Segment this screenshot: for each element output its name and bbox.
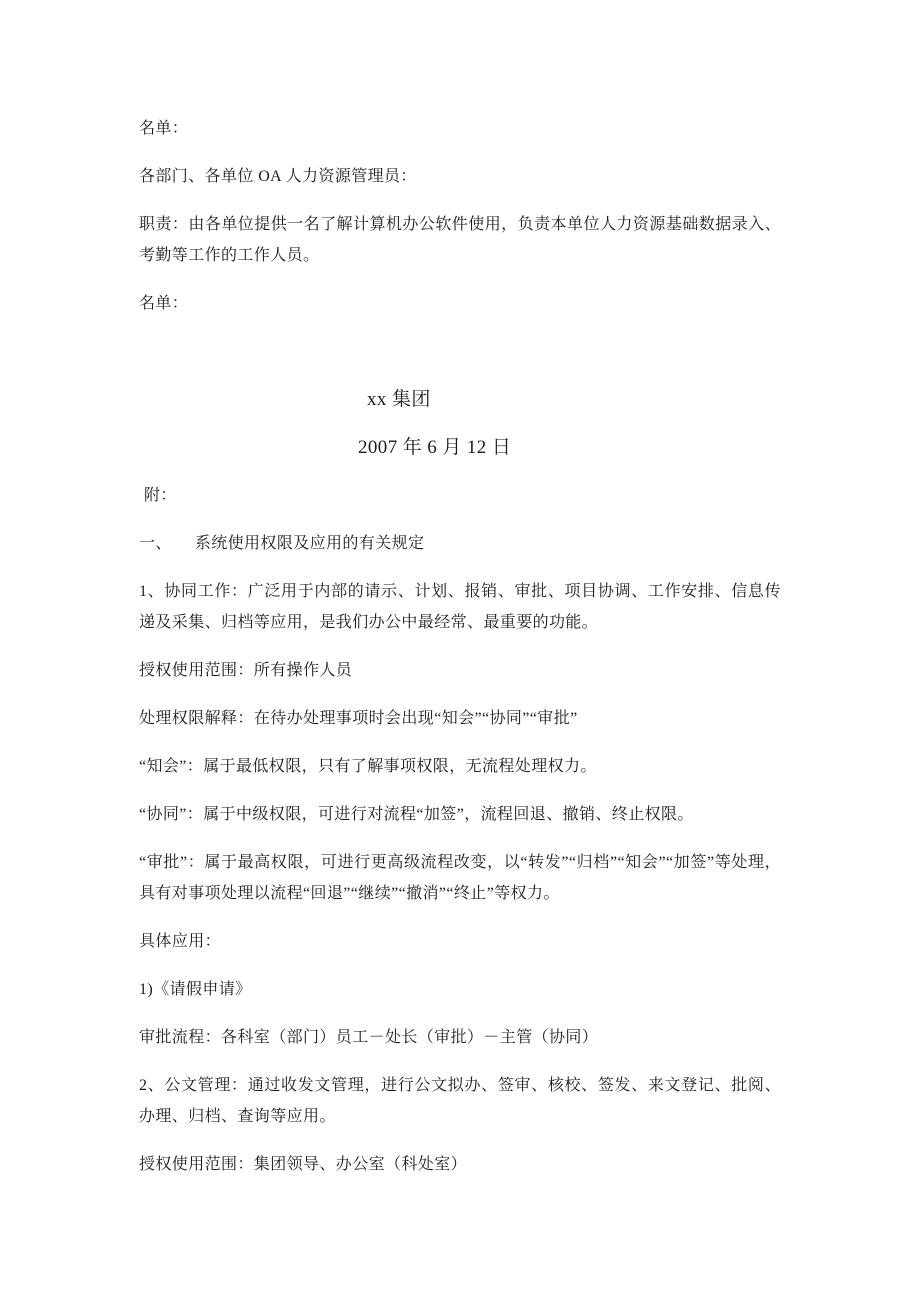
perm-shenpi-paragraph: “审批”：属于最高权限，可进行更高级流程改变，以“转发”“归档”“知会”“加签”等处理，具有对事项处理以流程“回退”“继续”“撤消”“终止”等权力。: [139, 854, 781, 902]
document-scope-paragraph: 授权使用范围：集团领导、办公室（科处室）: [139, 1156, 468, 1173]
approval-flow-paragraph: 审批流程：各科室（部门）员工－处长（审批）－主管（协同）: [139, 1029, 599, 1046]
attachment-label: 附：: [144, 487, 177, 504]
signature-org-name: xx 集团: [367, 389, 431, 410]
addressee-line: 各部门、各单位 OA 人力资源管理员：: [139, 168, 417, 185]
roster-label-second: 名单：: [139, 295, 189, 312]
roster-label-top: 名单：: [139, 120, 189, 137]
signature-date: 2007 年 6 月 12 日: [358, 437, 512, 458]
section-one-heading: [139, 528, 781, 559]
specific-applications-label: 具体应用：: [139, 933, 222, 950]
section-one-number: 一、: [139, 535, 172, 552]
section-one-title: 系统使用权限及应用的有关规定: [194, 535, 425, 552]
hr-admin-duty-paragraph: 职责：由各单位提供一名了解计算机办公软件使用，负责本单位人力资源基础数据录入、考勤等工作的工作人员。: [139, 216, 781, 264]
collaboration-scope-paragraph: 授权使用范围：所有操作人员: [139, 662, 353, 679]
blank-line: [139, 336, 781, 367]
document-management-paragraph: 2、公文管理：通过收发文管理，进行公文拟办、签审、核校、签发、来文登记、批阅、办理、归档、查询等应用。: [139, 1077, 781, 1125]
collaboration-intro-paragraph: 1、协同工作：广泛用于内部的请示、计划、报销、审批、项目协调、工作安排、信息传递及采集、归档等应用，是我们办公中最经常、最重要的功能。: [139, 583, 781, 631]
perm-zhihui-paragraph: “知会”：属于最低权限，只有了解事项权限，无流程处理权力。: [139, 758, 597, 775]
permission-explanation-paragraph: 处理权限解释：在待办处理事项时会出现“知会”“协同”“审批”: [139, 710, 578, 727]
leave-request-item: 1)《请假申请》: [139, 981, 252, 998]
perm-xietong-paragraph: “协同”：属于中级权限，可进行对流程“加签”，流程回退、撤销、终止权限。: [139, 806, 694, 823]
